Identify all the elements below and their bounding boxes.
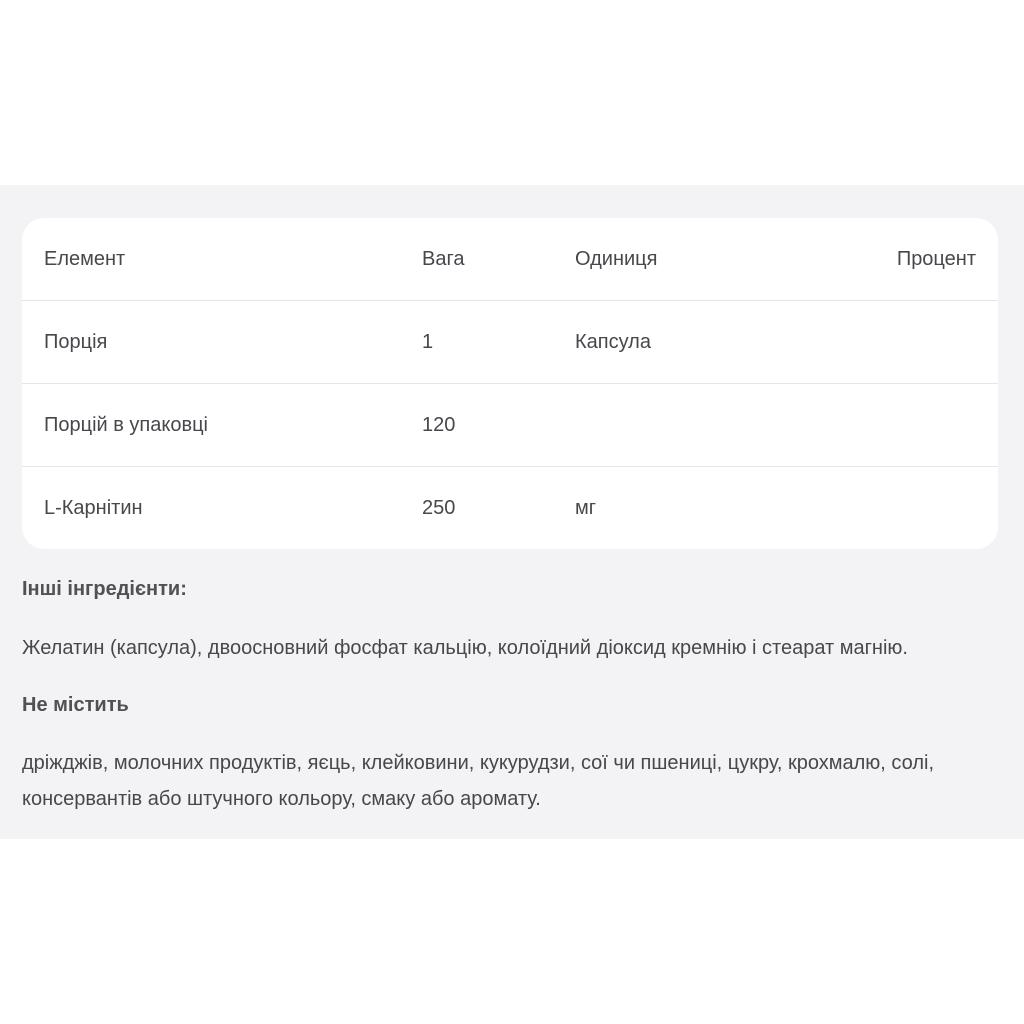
row-weight: 120 — [422, 414, 456, 436]
free-from-text: дріжджів, молочних продуктів, яєць, клейковини, кукурудзи, сої чи пшениці, цукру, крохмалю, солі, консервантів або штучного кольору, смаку або аромату. — [22, 752, 935, 810]
other-ingredients-heading: Інші інгредієнти: — [22, 578, 187, 600]
row-unit: Капсула — [575, 331, 651, 353]
header-element: Елемент — [44, 248, 126, 270]
row-weight: 1 — [422, 331, 434, 353]
other-ingredients-text: Желатин (капсула), двоосновний фосфат кальцію, колоїдний діоксид кремнію і стеарат магнію. — [22, 637, 908, 659]
table-header-row — [22, 218, 998, 301]
free-from-heading: Не містить — [22, 694, 129, 716]
table-row — [22, 467, 998, 549]
header-weight: Вага — [422, 248, 465, 270]
header-unit: Одиниця — [575, 248, 658, 270]
row-unit: мг — [575, 497, 597, 519]
row-element: Порція — [44, 331, 108, 353]
row-element: L-Карнітин — [44, 497, 143, 519]
table-row — [22, 301, 998, 384]
table-row — [22, 384, 998, 467]
supplement-facts-panel — [0, 185, 1024, 839]
nutrition-table — [22, 218, 998, 549]
row-weight: 250 — [422, 497, 456, 519]
header-percent: Процент — [896, 248, 976, 270]
row-element: Порцій в упаковці — [44, 414, 209, 436]
